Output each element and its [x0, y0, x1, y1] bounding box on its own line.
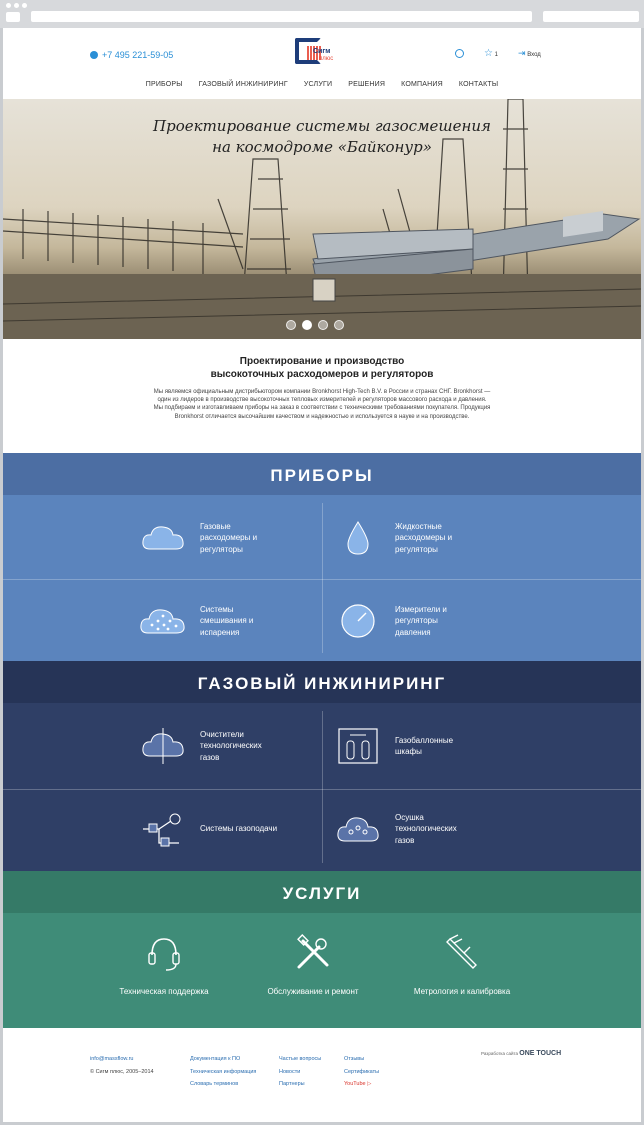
login-button[interactable] — [518, 48, 541, 59]
footer-link-faq[interactable]: Частые вопросы — [279, 1056, 322, 1062]
services-section — [3, 871, 641, 1028]
devices-item-pressure-label: Измерители и регуляторы давления — [395, 604, 447, 637]
browser-search-bar[interactable] — [543, 11, 639, 22]
devices-item-liquid[interactable] — [333, 518, 475, 558]
footer-link-news[interactable]: Новости — [279, 1068, 301, 1075]
footer-link-glossary[interactable]: Словарь терминов — [190, 1081, 239, 1087]
devices-item-mixing-label: Системы смешивания и испарения — [200, 604, 254, 637]
developer-credit[interactable] — [481, 1051, 561, 1057]
slider-dot[interactable] — [334, 320, 344, 330]
nav-item-contacts[interactable]: КОНТАКТЫ — [458, 81, 499, 88]
page — [3, 28, 641, 1122]
favorites-button[interactable] — [484, 49, 498, 59]
star-icon: ☆ — [484, 47, 493, 59]
footer-link-partners[interactable]: Партнеры — [279, 1081, 305, 1087]
search-icon[interactable] — [455, 49, 464, 58]
site-footer — [3, 1028, 641, 1122]
engineering-item-purifiers-label: Очистители технологических газов — [200, 729, 262, 762]
footer-col-info — [279, 1053, 321, 1091]
caliper-icon — [402, 933, 522, 978]
logo-text: Сигм — [313, 48, 331, 55]
slider-dots — [286, 320, 344, 330]
hero-title-line2: на космодроме «Байконур» — [212, 138, 432, 156]
devices-item-gas[interactable] — [138, 518, 280, 558]
slider-dot[interactable] — [286, 320, 296, 330]
engineering-item-supply-label: Системы газоподачи — [200, 824, 278, 834]
footer-email[interactable]: info@massflow.ru — [90, 1056, 134, 1062]
window-dots — [6, 3, 27, 8]
devices-item-mixing[interactable] — [138, 601, 280, 641]
hero-title-line1: Проектирование системы газосмешения — [153, 117, 491, 135]
login-icon: ⇥ — [517, 48, 526, 58]
main-nav — [3, 81, 641, 88]
services-item-repair[interactable] — [253, 933, 373, 997]
login-label: Вход — [527, 52, 541, 58]
developer-label: Разработка сайта — [481, 1051, 519, 1056]
footer-link-techinfo[interactable]: Техническая информация — [190, 1068, 257, 1075]
tools-icon — [253, 933, 373, 978]
cloud-icon — [138, 518, 188, 558]
hero-slider[interactable] — [3, 99, 641, 339]
footer-link-youtube[interactable] — [344, 1078, 379, 1091]
intro-heading-line1: Проектирование и производство — [239, 356, 405, 367]
devices-item-liquid-label: Жидкостные расходомеры и регуляторы — [395, 521, 453, 554]
nav-item-solutions[interactable]: РЕШЕНИЯ — [348, 81, 386, 88]
intro-text: Мы являемся официальным дистрибьютором компании Bronkhorst High-Tech B.V. в России и странах СНГ. Bronkhorst — один из лидеров в производстве высокоточных тепловых измерителей и регуляторов массового расхода и давления. Мы подбираем и изготавливаем приборы на заказ в соответствии с техническими требованиями покупателя. Продукция Bronkhorst отличается высочайшим качеством и надежностью и используется в науке и на производстве. — [153, 389, 491, 420]
footer-col-extra — [344, 1053, 379, 1091]
services-item-metrology[interactable] — [402, 933, 522, 997]
slider-dot-active[interactable] — [302, 320, 312, 330]
intro-section — [3, 355, 641, 421]
engineering-section — [3, 661, 641, 871]
services-item-metrology-label: Метрология и калибровка — [413, 987, 511, 996]
engineering-item-purifiers[interactable] — [138, 726, 280, 766]
engineering-title[interactable]: ГАЗОВЫЙ ИНЖИНИРИНГ — [197, 674, 447, 693]
footer-link-docs[interactable]: Документация к ПО — [190, 1056, 241, 1062]
nav-item-services[interactable]: УСЛУГИ — [303, 81, 333, 88]
services-item-support[interactable] — [104, 933, 224, 997]
logo-subtext: плюс — [319, 56, 334, 62]
gas-cabinet-icon — [333, 726, 383, 766]
site-header — [3, 28, 641, 99]
drop-icon — [333, 518, 383, 558]
address-bar[interactable] — [31, 11, 532, 22]
nav-item-devices[interactable]: ПРИБОРЫ — [145, 81, 183, 88]
devices-item-gas-label: Газовые расходомеры и регуляторы — [200, 521, 258, 554]
footer-col-docs — [190, 1053, 256, 1091]
site-logo[interactable] — [295, 36, 355, 68]
dotted-cloud-icon — [138, 601, 188, 641]
filter-cloud-icon — [138, 726, 188, 766]
engineering-item-drying-label: Осушка технологических газов — [395, 812, 457, 845]
tab-icon[interactable] — [6, 12, 20, 22]
hero-title[interactable] — [3, 116, 641, 158]
intro-heading-line2: высокоточных расходомеров и регуляторов — [210, 369, 434, 380]
headset-icon — [104, 933, 224, 978]
engineering-item-supply[interactable] — [138, 809, 280, 849]
services-title[interactable]: УСЛУГИ — [282, 884, 362, 903]
favorites-count: 1 — [494, 51, 498, 58]
footer-youtube-label: YouTube — [344, 1081, 366, 1087]
services-item-support-label: Техническая поддержка — [119, 987, 209, 996]
header-tools — [455, 48, 541, 59]
footer-link-certificates[interactable]: Сертификаты — [344, 1068, 380, 1075]
browser-chrome — [0, 0, 644, 28]
engineering-item-drying[interactable] — [333, 809, 475, 849]
phone-link[interactable] — [90, 50, 173, 60]
footer-link-reviews[interactable]: Отзывы — [344, 1056, 365, 1062]
gauge-icon — [333, 601, 383, 641]
youtube-play-icon: ▷ — [367, 1081, 372, 1087]
footer-copyright: © Сигм плюс, 2005–2014 — [90, 1068, 154, 1075]
intro-heading — [3, 355, 641, 381]
gas-supply-icon — [138, 809, 188, 849]
nav-item-company[interactable]: КОМПАНИЯ — [401, 81, 443, 88]
services-item-repair-label: Обслуживание и ремонт — [267, 987, 359, 996]
drying-cloud-icon — [333, 809, 383, 849]
slider-dot[interactable] — [318, 320, 328, 330]
developer-brand: ONE TOUCH — [519, 1050, 562, 1057]
devices-title[interactable]: ПРИБОРЫ — [270, 466, 374, 485]
phone-number: +7 495 221-59-05 — [102, 50, 174, 60]
skype-icon — [90, 51, 98, 59]
engineering-item-cabinets-label: Газобаллонные шкафы — [395, 735, 454, 756]
engineering-item-cabinets[interactable] — [333, 726, 475, 766]
devices-item-pressure[interactable] — [333, 601, 475, 641]
devices-section — [3, 453, 641, 661]
nav-item-gas-engineering[interactable]: ГАЗОВЫЙ ИНЖИНИРИНГ — [198, 81, 288, 88]
footer-col-contacts — [90, 1053, 154, 1078]
